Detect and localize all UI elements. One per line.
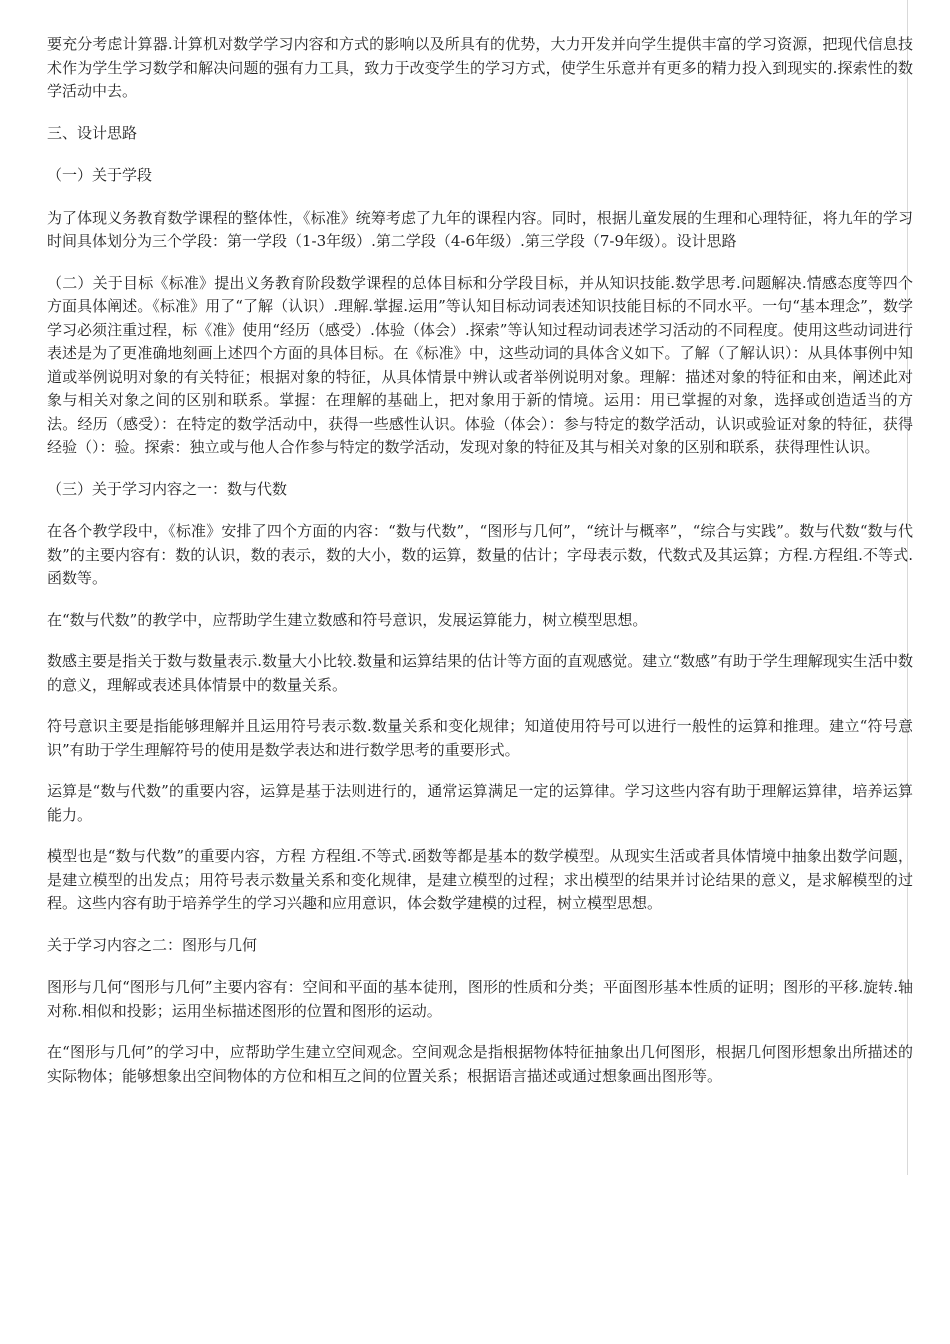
subsection-heading-stages: （一）关于学段: [47, 166, 153, 184]
paragraph-goals: （二）关于目标《标准》提出义务教育阶段数学课程的总体目标和分学段目标，并从知识技能.数学思考.问题解决.情感态度等四个方面具体阐述。《标准》用了“了解（认识）.理解.掌握.运用”等认知目标动词表述知识技能目标的不同水平。一句“基本理念”，数学学习必须注重过程，标《准》使用“经历（感受）.体验（体会）.探索”等认知过程动词表述学习活动的不同程度。使用这些动词进行表述是为了更准确地刻画上述四个方面的具体目标。在《标准》中，这些动词的具体含义如下。了解（了解认识）：从具体事例中知道或举例说明对象的有关特征；根据对象的特征，从具体情景中辨认或者举例说明对象。理解：描述对象的特征和由来，阐述此对象与相关对象之间的区别和联系。掌握：在理解的基础上，把对象用于新的情境。运用：用已掌握的对象，选择或创造适当的方法。经历（感受）：在特定的数学活动中，获得一些感性认识。体验（体会）：参与特定的数学活动，认识或验证对象的特征，获得经验（）：验。探索：独立或与他人合作参与特定的数学活动，发现对象的特征及其与相关对象的区别和联系，获得理性认识。: [47, 273, 913, 456]
subsection-heading-number-algebra: （三）关于学习内容之一：数与代数: [47, 479, 288, 498]
paragraph-spatial-concepts: 在“图形与几何”的学习中，应帮助学生建立空间观念。空间观念是指根据物体特征抽象出几何图形，根据几何图形想象出所描述的实际物体；能够想象出空间物体的方位和相互之间的位置关系；根据语言描述或通过想象画出图形等。: [47, 1043, 913, 1085]
paragraph-intro: 要充分考虑计算器.计算机对数学学习内容和方式的影响以及所具有的优势，大力开发并向学生提供丰富的学习资源，把现代信息技术作为学生学习数学和解决问题的强有力工具，致力于改变学生的学习方式，使学生乐意并有更多的精力投入到现实的.探索性的数学活动中去。: [47, 35, 913, 100]
paragraph-stages: 为了体现义务教育数学课程的整体性，《标准》统筹考虑了九年的课程内容。同时，根据儿童发展的生理和心理特征，将九年的学习时间具体划分为三个学段：第一学段（1-3年级）.第二学段（4-6年级）.第三学段（7-9年级）。设计思路: [47, 208, 913, 250]
paragraph-content-areas: 在各个教学段中，《标准》安排了四个方面的内容：“数与代数”，“图形与几何”，“统计与概率”，“综合与实践”。数与代数“数与代数”的主要内容有：数的认识，数的表示，数的大小，数的运算，数量的估计；字母表示数，代数式及其运算；方程.方程组.不等式.函数等。: [47, 522, 913, 587]
paragraph-models: 模型也是“数与代数”的重要内容，方程 方程组.不等式.函数等都是基本的数学模型。从现实生活或者具体情境中抽象出数学问题，是建立模型的出发点；用符号表示数量关系和变化规律，是建立模型的过程；求出模型的结果并讨论结果的意义，是求解模型的过程。这些内容有助于培养学生的学习兴趣和应用意识，体会数学建模的过程，树立模型思想。: [47, 847, 913, 912]
paragraph-number-algebra-teaching: 在“数与代数”的教学中，应帮助学生建立数感和符号意识，发展运算能力，树立模型思想。: [47, 610, 648, 629]
section-heading-design-ideas: 三、设计思路: [47, 123, 138, 142]
document-body: [47, 33, 913, 1106]
paragraph-operations: 运算是“数与代数”的重要内容，运算是基于法则进行的，通常运算满足一定的运算律。学习这些内容有助于理解运算律，培养运算能力。: [47, 782, 913, 824]
subsection-heading-geometry: 关于学习内容之二：图形与几何: [47, 935, 258, 954]
paragraph-geometry-content: 图形与几何“图形与几何”主要内容有：空间和平面的基本徒刑，图形的性质和分类；平面图形基本性质的证明；图形的平移.旋转.轴对称.相似和投影；运用坐标描述图形的位置和图形的运动。: [47, 978, 913, 1020]
paragraph-number-sense: 数感主要是指关于数与数量表示.数量大小比较.数量和运算结果的估计等方面的直观感觉。建立“数感”有助于学生理解现实生活中数的意义，理解或表述具体情景中的数量关系。: [47, 652, 913, 694]
paragraph-symbol-awareness: 符号意识主要是指能够理解并且运用符号表示数.数量关系和变化规律；知道使用符号可以进行一般性的运算和推理。建立“符号意识”有助于学生理解符号的使用是数学表达和进行数学思考的重要形式。: [47, 717, 913, 759]
